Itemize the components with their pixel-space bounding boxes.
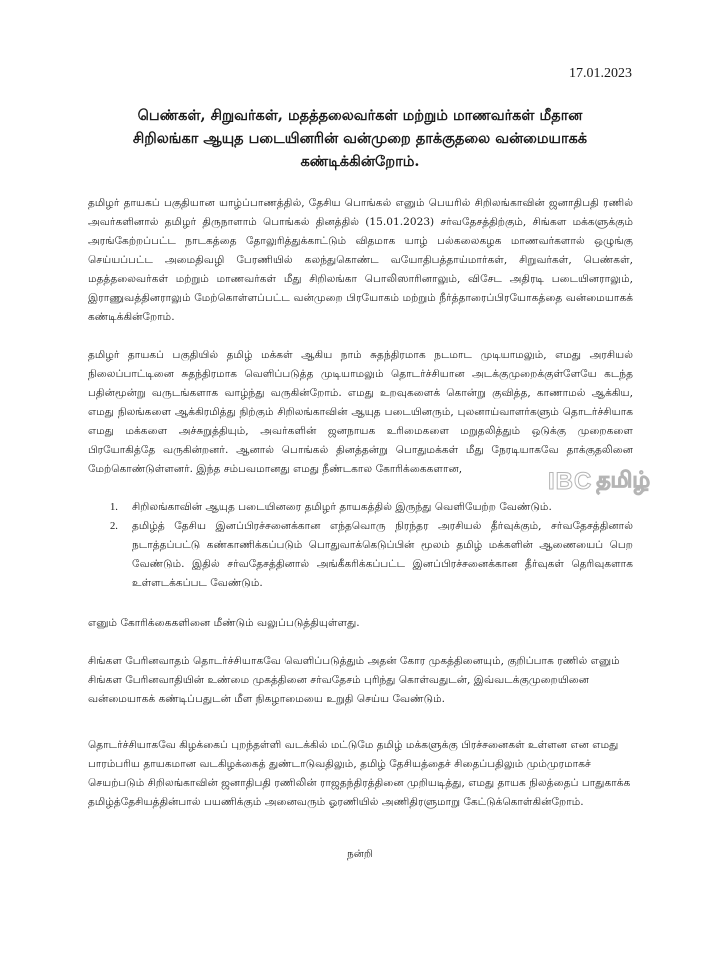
paragraph-5: தொடர்ச்சியாகவே கிழக்கைப் புறந்தள்ளி வடக்கில் மட்டுமே தமிழ் மக்களுக்கு பிரச்சனைகள் உள்ளன என எமது பாரம்பரிய தாயகமான வடகிழக்கைத் துண்டாடுவதிலும், தமிழ் தேசியத்தைச் சிதைப்பதிலும் மும்முரமாகச் செயற்படும் சிறிலங்காவின் ஜனாதிபதி ரணிலின் ராஜதந்திரத்தினை முறியடித்து, எமது தாயக நிலத்தைப் பாதுகாக்க தமிழ்த்தேசியத்தின்பால் பயணிக்கும் அனைவரும் ஓரணியில் அணிதிரளுமாறு கேட்டுக்கொள்கின்றோம். [88,739,631,808]
paragraph-4: சிங்கள பேரினவாதம் தொடர்ச்சியாகவே வெளிப்படுத்தும் அதன் கோர முகத்தினையும், குறிப்பாக ரணில் எனும் சிங்கள பேரினவாதியின் உண்மை முகத்தினை சர்வதேசம் புரிந்து கொள்வதுடன், இவ்வடக்குமுறையினை வன்மையாகக் கண்டிப்பதுடன் மீள நிகழாமையை உறுதி செய்ய வேண்டும். [88,655,620,705]
list-item-number: 2. [110,521,118,532]
list-item [110,498,633,517]
demands-list [110,498,633,593]
title-line-1: பெண்கள், சிறுவர்கள், மதத்தலைவர்கள் மற்றும் மாணவர்கள் மீதான [137,107,583,124]
document-title [80,104,640,173]
title-line-3: கண்டிக்கின்றோம். [300,153,420,170]
list-item-text: சிறிலங்காவின் ஆயுத படையினரை தமிழர் தாயகத்தில் இருந்து வெளியேற்ற வேண்டும். [132,501,552,513]
paragraph-1: தமிழர் தாயகப் பகுதியான யாழ்ப்பாணத்தில், தேசிய பொங்கல் எனும் பெயரில் சிறிலங்காவின் ஜனாதிபதி ரணில் அவர்களினால் தமிழர் திருநாளாம் பொங்கல் தினத்தில் (15.01.2023) சர்வதேசத்திற்கும், சிங்கள மக்களுக்கும் அரங்கேற்றப்பட்ட நாடகத்தை தோலுரித்துக்காட்டும் விதமாக யாழ் பல்கலைகழக மாணவர்களால் ஒழுங்கு செய்யப்பட்ட அமைதிவழி பேரணியில் கலந்துகொண்ட வயோதிபத்தாய்மார்கள், சிறுவர்கள், பெண்கள், மதத்தலைவர்கள் மற்றும் மாணவர்கள் மீது சிறிலங்கா பொலிஸாரினாலும், விசேட அதிரடி படையினராலும், இராணுவத்தினராலும் மேற்கொள்ளப்பட்ட வன்முறை பிரயோகம் மற்றும் நீர்த்தாரைப்பிரயோகத்தை வன்மையாகக் கண்டிக்கின்றோம். [88,197,633,323]
list-item-text: தமிழ்த் தேசிய இனப்பிரச்சனைக்கான எந்தவொரு நிரந்தர அரசியல் தீர்வுக்கும், சர்வதேசத்தினால் நடாத்தப்பட்டு கண்காணிக்கப்படும் பொதுவாக்கெடுப்பின் மூலம் தமிழ் மக்களின் ஆணையைப் பெற வேண்டும். இதில் சர்வதேசத்தினால் அங்கீகரிக்கப்பட்ட இனப்பிரச்சனைக்கான தீர்வுகள் தெரிவுகளாக உள்ளடக்கப்பட வேண்டும். [132,520,633,589]
title-line-2: சிறிலங்கா ஆயுத படையினரின் வன்முறை தாக்குதலை வன்மையாகக் [132,130,588,147]
watermark-tamil-text: தமிழ் [596,468,651,493]
paragraph-2: தமிழர் தாயகப் பகுதியில் தமிழ் மக்கள் ஆகிய நாம் சுதந்திரமாக நடமாட முடியாமலும், எமது அரசியல் நிலைப்பாட்டினை சுதந்திரமாக வெளிப்படுத்த முடியாமலும் தொடர்ச்சியான அடக்குமுறைக்குள்ளேயே கடந்த பதின்மூன்று வருடங்களாக வாழ்ந்து வருகின்றோம். எமது உறவுகளைக் கொன்று குவித்த, காணாமல் ஆக்கிய, எமது நிலங்களை ஆக்கிரமித்து நிற்கும் சிறிலங்காவின் ஆயுத படையினரும், புலனாய்வாளர்களும் தொடர்ச்சியாக எமது மக்களை அச்சுறுத்தியும், அவர்களின் ஜனநாயக உரிமைகளை மறுதலித்தும் ஒடுக்கு முறைகளை பிரயோகித்தே வருகின்றனர். ஆனால் பொங்கல் தினத்தன்று பொதுமக்கள் மீது நேரடியாகவே தாக்குதலினை மேற்கொண்டுள்ளனர். இந்த சம்பவமானது எமது நீண்டகால கோரிக்கைகளான, [88,349,633,475]
watermark-logo: IBC [548,468,593,495]
paragraph-3: எனும் கோரிக்கைகளினை மீண்டும் வலுப்படுத்தியுள்ளது. [88,617,360,629]
closing-signature: நன்றி [347,848,373,860]
list-item-number: 1. [110,502,118,513]
list-item [110,517,633,593]
document-date: 17.01.2023 [569,66,632,81]
